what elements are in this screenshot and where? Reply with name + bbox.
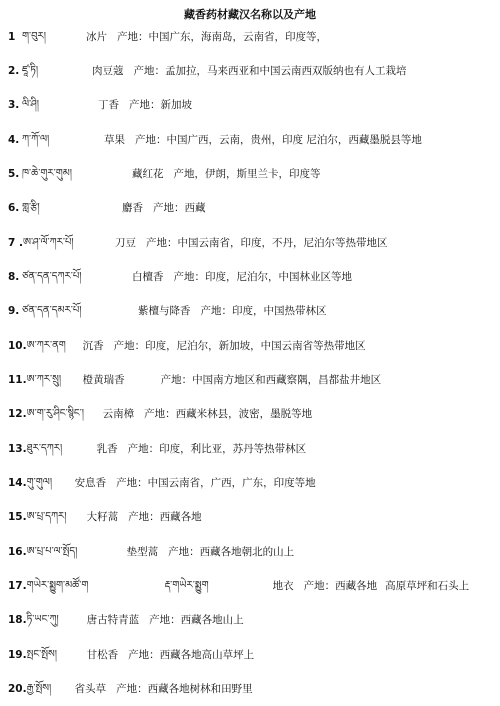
- chinese-name: 白檀香: [132, 271, 164, 283]
- tibetan-name: གུ་གུལ།: [26, 477, 53, 488]
- origin-text: 产地：印度，利比亚，苏丹等热带林区: [127, 443, 307, 455]
- origin-text: 产地：西藏各地: [128, 511, 202, 523]
- chinese-name: 麝香: [122, 202, 143, 214]
- item-number: 15.: [8, 511, 27, 523]
- chinese-name: 云南樟: [102, 408, 135, 420]
- chinese-name: 地衣: [272, 580, 294, 592]
- origin-text: 产地：孟加拉，马来西亚和中国云南西双版纳也有人工栽培: [133, 65, 407, 77]
- origin-text: 产地：西藏各地山上: [149, 614, 244, 626]
- item-number: 5.: [8, 168, 20, 180]
- origin-text: 产地，伊朗，斯里兰卡，印度等: [173, 168, 321, 180]
- list-item: [8, 304, 496, 318]
- list-item: [8, 510, 496, 524]
- item-number: 2.: [8, 65, 20, 77]
- list-item: [8, 407, 496, 421]
- chinese-name: 乳香: [96, 443, 118, 455]
- item-number: 20.: [8, 683, 27, 695]
- list-item: [8, 64, 496, 78]
- item-number: 14.: [8, 477, 27, 489]
- origin-text: 产地：西藏各地: [303, 580, 378, 592]
- item-number: 7 .: [8, 237, 23, 249]
- origin-text: 产地：中国云南省，印度，不丹，尼泊尔等热带地区: [145, 237, 388, 249]
- item-number: 18.: [8, 614, 27, 626]
- list-item: [8, 339, 496, 353]
- tibetan-name: ཨ་ཀར་སྲུ།: [26, 374, 62, 385]
- tibetan-name: ཙན་དན་དམར་པོ།: [22, 305, 82, 316]
- origin-text: 产地：中国南方地区和西藏察隅，昌都盐井地区: [160, 374, 382, 386]
- chinese-name: 安息香: [74, 477, 107, 489]
- chinese-name: 草果: [104, 134, 125, 146]
- chinese-name: 大籽蒿: [86, 511, 119, 523]
- origin-text: 产地：印度，尼泊尔，中国林业区等地: [173, 271, 352, 283]
- list-item: [8, 236, 496, 250]
- tibetan-name: ཨ་པྲ་དཀར།: [26, 511, 67, 522]
- item-number: 1: [8, 31, 16, 43]
- tibetan-name: ཙན་དན་དཀར་པོ།: [22, 271, 82, 282]
- origin-text: 产地：中国云南省，广西，广东，印度等地: [116, 477, 316, 489]
- tibetan-name: ཨ་པྲ་པ་ལ་སྤོད།: [26, 546, 78, 557]
- tibetan-name: གླ་རྩི།: [22, 202, 40, 213]
- item-number: 6.: [8, 202, 20, 214]
- list-item: [8, 373, 496, 387]
- item-number: 11.: [8, 374, 27, 386]
- tibetan-name: སྤང་སྤོས།: [26, 649, 57, 660]
- list-item: [8, 579, 496, 593]
- item-number: 8.: [8, 271, 20, 283]
- page-title: 藏香药材藏汉名称以及产地: [184, 8, 316, 21]
- chinese-name: 冰片: [86, 31, 107, 43]
- item-number: 13.: [8, 443, 27, 455]
- list-item: [8, 648, 496, 662]
- origin-text: 产地：西藏各地树林和田野里: [116, 683, 253, 695]
- chinese-name: 橙黄瑞香: [82, 374, 125, 386]
- origin-text: 产地：中国广东，海南岛，云南省，印度等，: [117, 31, 327, 43]
- chinese-name: 紫檀与降香: [138, 305, 191, 317]
- chinese-name: 刀豆: [114, 237, 136, 249]
- origin-text: 产地：印度，尼泊尔，新加坡，中国云南省等热带地区: [113, 340, 366, 352]
- chinese-name: 沉香: [82, 340, 104, 352]
- list-item: [8, 270, 496, 284]
- tibetan-name: ཨ་ཤ་ལོ་ཀར་པོ།: [22, 237, 74, 248]
- list-item: [8, 133, 496, 147]
- origin-extra: 高原草坪和石头上: [385, 580, 470, 592]
- list-item: [8, 98, 496, 112]
- list-item: [8, 442, 496, 456]
- chinese-name: 甘松香: [86, 649, 119, 661]
- tibetan-name: ཁ་ཆེ་གུར་གུམ།: [22, 168, 72, 179]
- chinese-name: 唐古特青蓝: [86, 614, 140, 626]
- list-item: [8, 167, 496, 181]
- chinese-name: 肉豆蔻: [92, 65, 124, 77]
- origin-text: 产地：新加坡: [129, 99, 192, 111]
- list-item: [8, 30, 496, 44]
- origin-text: 产地：中国广西，云南，贵州，印度 尼泊尔，西藏墨脱县等地: [135, 134, 422, 146]
- tibetan-name: ཀ་ཀོ་ལ།: [22, 134, 50, 145]
- tibetan-name: ཨ་ག་རུ་ཤིང་སྙིང་།: [26, 408, 85, 419]
- list-item: [8, 682, 496, 696]
- origin-text: 产地：西藏各地高山草坪上: [128, 649, 255, 661]
- tibetan-name: གཡེར་སྨྱུག་མཚོ་ག: [26, 580, 89, 591]
- item-number: 17.: [8, 580, 27, 592]
- tibetan-name: ཛཱ་ཏི།: [22, 65, 39, 76]
- origin-text: 产地：西藏: [153, 202, 206, 214]
- origin-text: 产地：印度，中国热带林区: [200, 305, 327, 317]
- item-number: 9.: [8, 305, 20, 317]
- tibetan-name: ཨ་ཀར་ནག: [26, 340, 66, 351]
- item-number: 19.: [8, 649, 27, 661]
- list-item: [8, 201, 496, 215]
- chinese-name: 丁香: [98, 99, 119, 111]
- list-item: [8, 545, 496, 559]
- item-number: 10.: [8, 340, 27, 352]
- tibetan-name: ཏི་ཡང་ཀུ།: [26, 614, 59, 625]
- origin-text: 产地：西藏各地朝北的山上: [168, 546, 295, 558]
- list-item: [8, 476, 496, 490]
- list-item: [8, 613, 496, 627]
- tibetan-name: ག་བུར།: [22, 31, 46, 42]
- item-number: 12.: [8, 408, 27, 420]
- item-number: 3.: [8, 99, 20, 111]
- tibetan-name: ལི་ཤི།: [22, 99, 39, 110]
- tibetan-name: རྒྱ་སྤོས།: [26, 683, 52, 694]
- tibetan-name: ཐུར་དཀར།: [26, 443, 63, 454]
- tibetan-name-alt: རྡ་གཡེར་སྨྱུག: [164, 580, 209, 591]
- item-number: 4.: [8, 134, 20, 146]
- chinese-name: 省头草: [74, 683, 107, 695]
- chinese-name: 藏红花: [132, 168, 164, 180]
- chinese-name: 垫型蒿: [126, 546, 159, 558]
- origin-text: 产地：西藏米林县，波密，墨脱等地: [144, 408, 313, 420]
- item-number: 16.: [8, 546, 27, 558]
